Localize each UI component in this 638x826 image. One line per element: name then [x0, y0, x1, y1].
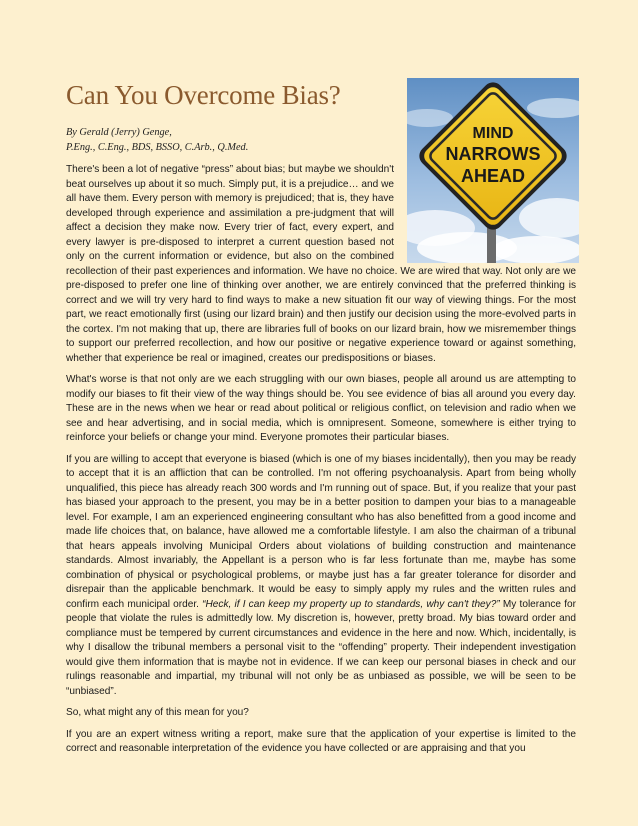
paragraph-3-continued: My tolerance for people that violate the rules is admittedly low. My discretion is, however, pretty broad. My bias toward order and compliance must be tempered by current circumstances and evidence in the here and now. Which, incidentally, is why I disallow the tribunal members a personal visit to the “offending” property. Their independent investigation would give them information that is maybe not in evidence. If we can keep our personal biases in check and our rulings reasonable and impartial, my tribunal will not only be as unbiased as possible, we will be seen to be “unbiased”. [66, 598, 576, 697]
paragraph-1: There's been a lot of negative “press” about bias; but maybe we shouldn't beat ourselves up about it so much. Simply put, it is a prejudice… and we all have them. Every person with memory is prejudiced; that is, they have developed through experience and assimilation a pre-judgment that will affect a decision they make now. Every trier of fact, every expert, and every lawyer is pre-disposed to interpret a current question based not only on the current information or evidence, but also on the combined recollection of their past experiences and information. We have no choice. We are wired that way. Not only are we pre-disposed to prefer one line of thinking over another, we are entirely convinced that the preferred thinking is correct and we will try very hard to find ways to make a new situation fit our way of viewing things. For the most part, we react emotionally first (using our lizard brain) and then justify our decision using the more-evolved parts in the cortex. I'm not making that up, there are libraries full of books on our lizard brain, how we misremember things to support our preferred recollection, and how our positive or negative experience toward or against something, whether that experience be real or imagined, creates our predispositions or biases. [66, 164, 576, 364]
author-credentials: P.Eng., C.Eng., BDS, BSSO, C.Arb., Q.Med. [66, 142, 249, 153]
article-title: Can You Overcome Bias? [66, 80, 341, 110]
byline [66, 125, 248, 155]
paragraph-5: If you are an expert witness writing a report, make sure that the application of your expertise is limited to the correct and reasonable interpretation of the evidence you have collected or are appraising and that you [66, 728, 576, 754]
paragraph-3 [66, 453, 576, 700]
paragraph-3-text: If you are willing to accept that everyone is biased (which is one of my biases incidentally), then you may be ready to accept that it is an affliction that can be controlled. I'm not offering psychoanalysis. Apart from being wholly unqualified, this piece has already reach 300 words and I'm running out of space. But, if you realize that your past has biased your approach to the present, you may be in a better position to dampen your bias to a manageable level. For example, I am an experienced engineering consultant who has also benefitted from a good income and made life choices that, on balance, have allowed me a comfortable lifestyle. I am also the chairman of a tribunal that hears appeals involving Municipal Orders about violations of building construction and maintenance standards. Almost invariably, the Appellant is a person who is far less fortunate than me, maybe has some combination of physical or psychological problems, or maybe just has a far greater tolerance for disorder and disrepair than the applicable benchmark. It would be easy to simply apply my rules and the written rules and confirm each municipal order. [66, 453, 576, 610]
paragraph-4: So, what might any of this mean for you? [66, 707, 249, 718]
paragraph-3-quote: “Heck, if I can keep my property up to standards, why can't they?” [202, 598, 500, 610]
sign-text-line3: AHEAD [460, 166, 526, 186]
author-name: By Gerald (Jerry) Genge, [66, 127, 172, 138]
sign-text-line2: NARROWS [445, 144, 541, 164]
image-text-wrap-spacer [394, 163, 576, 255]
article-body [66, 163, 576, 764]
paragraph-2: What's worse is that not only are we each struggling with our own biases, people all around us are attempting to modify our biases to fit their view of the way things should be. You see evidence of bias all around you every day. These are in the news when we hear or read about political or religious conflict, on television and radio when we see and hear advertising, and in social media, which is omnipresent. Someone, somewhere is either trying to reinforce your beliefs or change your mind. Everyone promotes their particular biases. [66, 374, 576, 443]
sign-text-line1: MIND [472, 125, 514, 142]
